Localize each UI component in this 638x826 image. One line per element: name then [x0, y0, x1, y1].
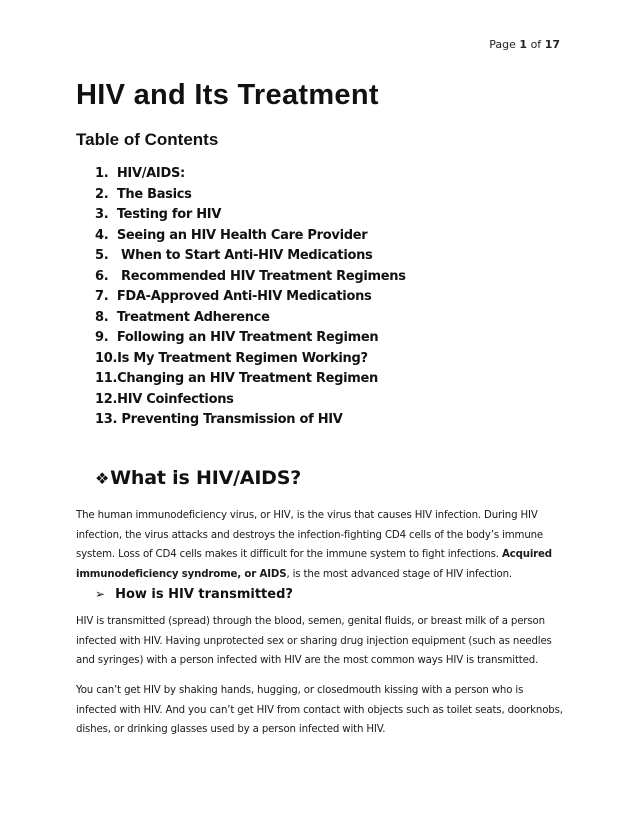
- intro-text: The human immunodeficiency virus, or HIV, is the virus that causes HIV infection. During HIV infection, the virus attacks and destroys the infection-fighting CD4 cells of the body’s immune system. Loss of CD4 cells makes it difficult for the immune system to fight infections.: [76, 510, 544, 561]
- toc-item[interactable]: 8. Treatment Adherence: [95, 309, 270, 325]
- page-total: 17: [544, 38, 560, 51]
- intro-bold-term: Acquired immunodeficiency syndrome, or AIDS: [76, 549, 552, 580]
- toc-item[interactable]: 6. Recommended HIV Treatment Regimens: [95, 268, 406, 284]
- page-number: [489, 38, 560, 51]
- diamond-bullet-icon: ❖: [95, 469, 110, 488]
- intro-tail: , is the most advanced stage of HIV infection.: [286, 568, 512, 580]
- toc-item[interactable]: 10.Is My Treatment Regimen Working?: [95, 350, 368, 366]
- document-title: HIV and Its Treatment: [76, 79, 379, 111]
- toc-item[interactable]: 4. Seeing an HIV Health Care Provider: [95, 227, 368, 243]
- toc-item[interactable]: 5. When to Start Anti-HIV Medications: [95, 248, 373, 263]
- toc-heading: Table of Contents: [76, 130, 219, 149]
- page-prefix: Page: [489, 38, 516, 51]
- arrow-bullet-icon: ➢: [95, 587, 106, 601]
- subheading-text: How is HIV transmitted?: [115, 587, 293, 602]
- page-current: 1: [519, 38, 528, 51]
- toc-item[interactable]: 12.HIV Coinfections: [95, 391, 234, 407]
- table-of-contents: [95, 164, 406, 431]
- page-of: of: [530, 38, 542, 51]
- toc-item[interactable]: 2. The Basics: [95, 186, 192, 202]
- toc-item[interactable]: 1. HIV/AIDS:: [95, 166, 185, 181]
- subheading: [95, 587, 293, 602]
- toc-item[interactable]: 11.Changing an HIV Treatment Regimen: [95, 371, 378, 386]
- transmission-paragraph: HIV is transmitted (spread) through the blood, semen, genital fluids, or breast milk of a person infected with HIV. Having unprotected sex or sharing drug injection equipment (such as needles and syringes) with a person infected with HIV are the most common ways HIV is transmitted.: [76, 616, 552, 667]
- toc-item[interactable]: 7. FDA-Approved Anti-HIV Medications: [95, 289, 372, 304]
- toc-item[interactable]: 13. Preventing Transmission of HIV: [95, 412, 343, 427]
- intro-paragraph: [76, 506, 566, 584]
- section-heading: [95, 467, 301, 489]
- toc-item[interactable]: 9. Following an HIV Treatment Regimen: [95, 330, 379, 345]
- section-heading-text: What is HIV/AIDS?: [110, 467, 302, 489]
- non-transmission-paragraph: You can’t get HIV by shaking hands, hugging, or closedmouth kissing with a person who is infected with HIV. And you can’t get HIV from contact with objects such as toilet seats, doorknobs, dishes, or drinking glasses used by a person infected with HIV.: [76, 685, 563, 736]
- toc-item[interactable]: 3. Testing for HIV: [95, 207, 222, 222]
